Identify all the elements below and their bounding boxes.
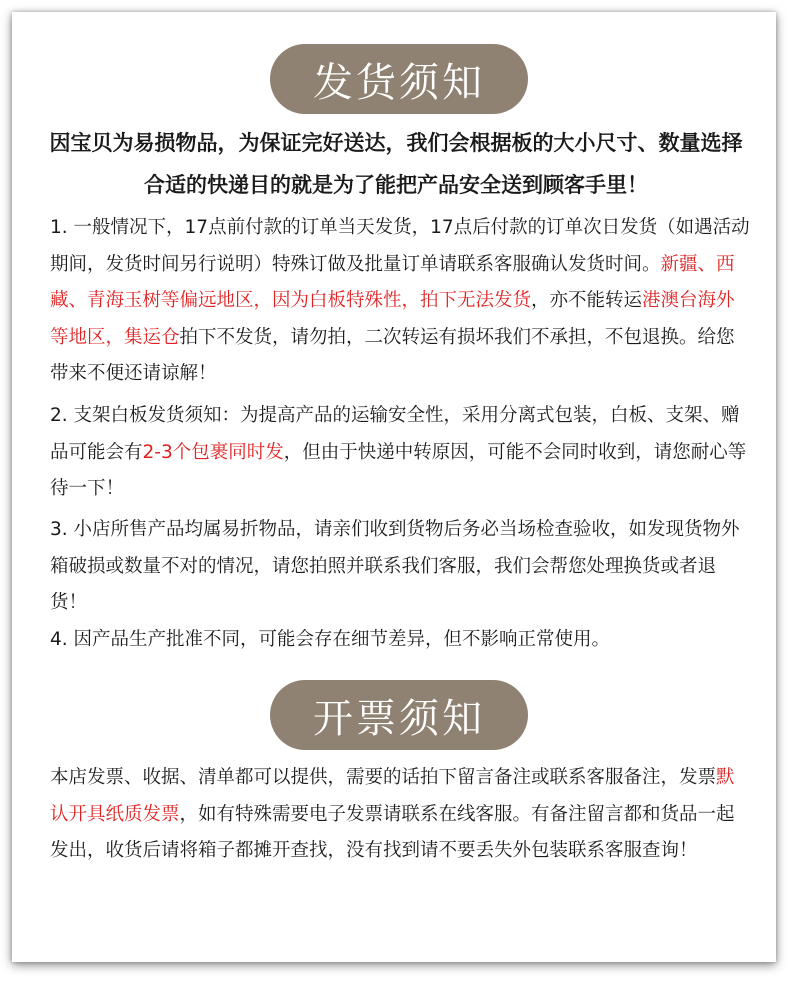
invoice-text xyxy=(50,760,750,870)
invoice-paper-default: 默认开具纸质发票 xyxy=(50,767,735,825)
notice-card xyxy=(12,12,776,962)
item-2-text-a: 2. 支架白板发货须知：为提高产品的运输安全性，采用分离式包装，白板、支架、赠品可能会有 xyxy=(50,405,740,463)
shipping-item-3: 3. 小店所售产品均属易折物品，请亲们收到货物后务必当场检查验收，如发现货物外箱破损或数量不对的情况，请您拍照并联系我们客服，我们会帮您处理换货或者退货！ xyxy=(50,519,740,613)
item-1-text-a: 1. 一般情况下，17点前付款的订单当天发货，17点后付款的订单次日发货（如遇活动期间，发货时间另行说明）特殊订做及批量订单请联系客服确认发货时间。 xyxy=(50,217,750,275)
item-1-text-e: 拍下不发货，请勿拍，二次转运有损坏我们不承担，不包退换。给您带来不便还请谅解！ xyxy=(50,326,735,384)
invoice-text-a: 本店发票、收据、清单都可以提供，需要的话拍下留言备注或联系客服备注，发票 xyxy=(50,767,717,788)
shipping-item-2 xyxy=(50,398,750,508)
shipping-item-1 xyxy=(50,210,750,393)
item-1-overseas-areas: 港澳台海外等地区，集运仓 xyxy=(50,290,735,348)
shipping-item-4: 4. 因产品生产批准不同，可能会存在细节差异，但不影响正常使用。 xyxy=(50,629,611,650)
item-1-remote-areas: 新疆、西藏、青海玉树等偏远地区，因为白板特殊性，拍下无法发货 xyxy=(50,253,735,311)
item-2-text-c: ，但由于快递中转原因，可能不会同时收到，请您耐心等待一下！ xyxy=(50,441,747,499)
item-2-packages: 2-3个包裹同时发 xyxy=(142,441,284,463)
shipping-intro: 因宝贝为易损物品，为保证完好送达，我们会根据板的大小尺寸、数量选择合适的快递目的就是为了能把产品安全送到顾客手里！ xyxy=(49,131,743,197)
shipping-notice-title: 发货须知 xyxy=(270,44,528,114)
invoice-notice-title: 开票须知 xyxy=(270,680,528,750)
invoice-text-c: ，如有特殊需要电子发票请联系在线客服。有备注留言都和货品一起发出，收货后请将箱子都摊开查找，没有找到请不要丢失外包装联系客服查询！ xyxy=(50,803,735,861)
item-1-text-c: ，亦不能转运 xyxy=(531,290,643,311)
